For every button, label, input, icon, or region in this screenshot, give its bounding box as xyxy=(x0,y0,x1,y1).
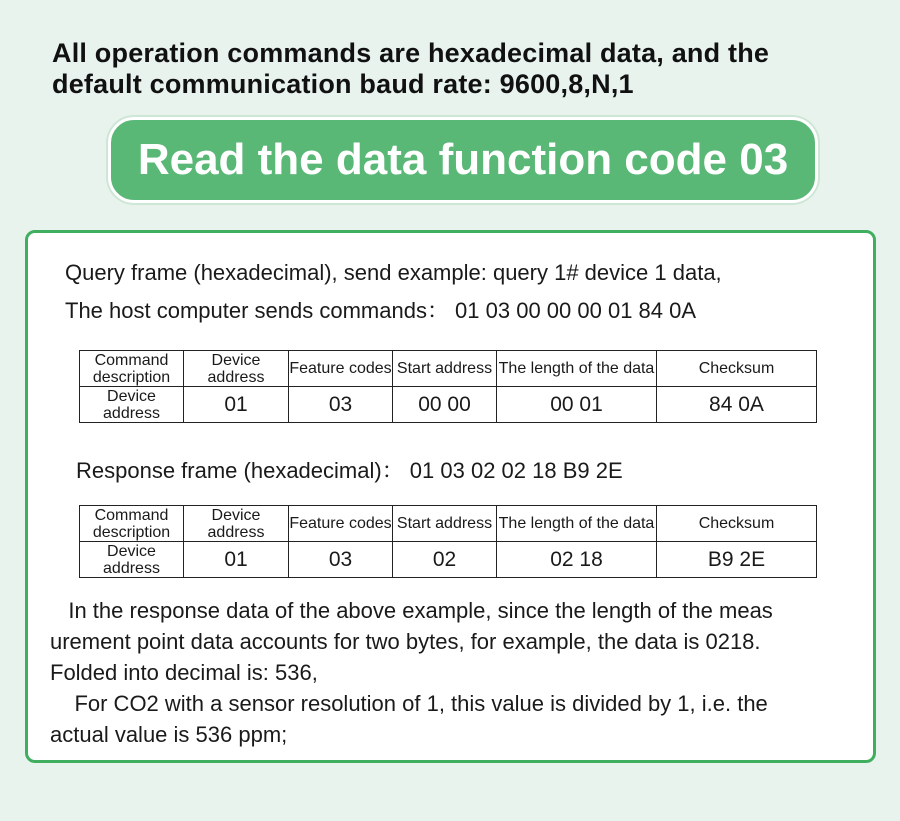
banner-title: Read the data function code 03 xyxy=(137,135,789,184)
explanation-paragraph xyxy=(50,595,865,750)
table-cell: 00 00 xyxy=(393,387,497,423)
header-cell: The length of the data xyxy=(497,506,657,542)
explanation-line: actual value is 536 ppm; xyxy=(50,722,288,747)
table-cell: Device address xyxy=(80,542,184,578)
explanation-line: For CO2 with a sensor resolution of 1, this value is divided by 1, i.e. the xyxy=(50,691,768,716)
table-cell: 03 xyxy=(289,387,393,423)
explanation-line: urement point data accounts for two bytes, for example, the data is 0218. xyxy=(50,629,761,654)
query-frame-table xyxy=(79,350,817,423)
content-panel xyxy=(25,230,876,763)
table-cell: 02 18 xyxy=(497,542,657,578)
header-cell: Command description xyxy=(80,506,184,542)
header-cell: The length of the data xyxy=(497,351,657,387)
header-cell: Checksum xyxy=(657,351,817,387)
header-cell: Feature codes xyxy=(289,506,393,542)
header-cell: Device address xyxy=(184,506,289,542)
table-cell: 00 01 xyxy=(497,387,657,423)
explanation-line: Folded into decimal is: 536, xyxy=(50,660,318,685)
response-frame-table xyxy=(79,505,817,578)
header-cell: Start address xyxy=(393,351,497,387)
section-banner xyxy=(108,117,818,203)
table-header-row xyxy=(80,506,817,542)
query-command: The host computer sends commands： 01 03 00 00 00 01 84 0A xyxy=(65,298,697,323)
table-cell: 01 xyxy=(184,387,289,423)
intro-line-2: default communication baud rate: 9600,8,N,1 xyxy=(52,69,634,99)
explanation-line: In the response data of the above example, since the length of the meas xyxy=(50,598,773,623)
table-cell: Device address xyxy=(80,387,184,423)
intro-text xyxy=(52,38,882,100)
table-cell: 01 xyxy=(184,542,289,578)
table-cell: 03 xyxy=(289,542,393,578)
table-row xyxy=(80,387,817,423)
header-cell: Command description xyxy=(80,351,184,387)
table-cell: B9 2E xyxy=(657,542,817,578)
table-row xyxy=(80,542,817,578)
header-cell: Checksum xyxy=(657,506,817,542)
table-cell: 02 xyxy=(393,542,497,578)
query-description: Query frame (hexadecimal), send example: query 1# device 1 data, xyxy=(65,260,722,285)
table-header-row xyxy=(80,351,817,387)
intro-line-1: All operation commands are hexadecimal data, and the xyxy=(52,38,770,68)
header-cell: Feature codes xyxy=(289,351,393,387)
table-cell: 84 0A xyxy=(657,387,817,423)
response-description: Response frame (hexadecimal)： 01 03 02 02 18 B9 2E xyxy=(76,458,623,483)
header-cell: Device address xyxy=(184,351,289,387)
header-cell: Start address xyxy=(393,506,497,542)
